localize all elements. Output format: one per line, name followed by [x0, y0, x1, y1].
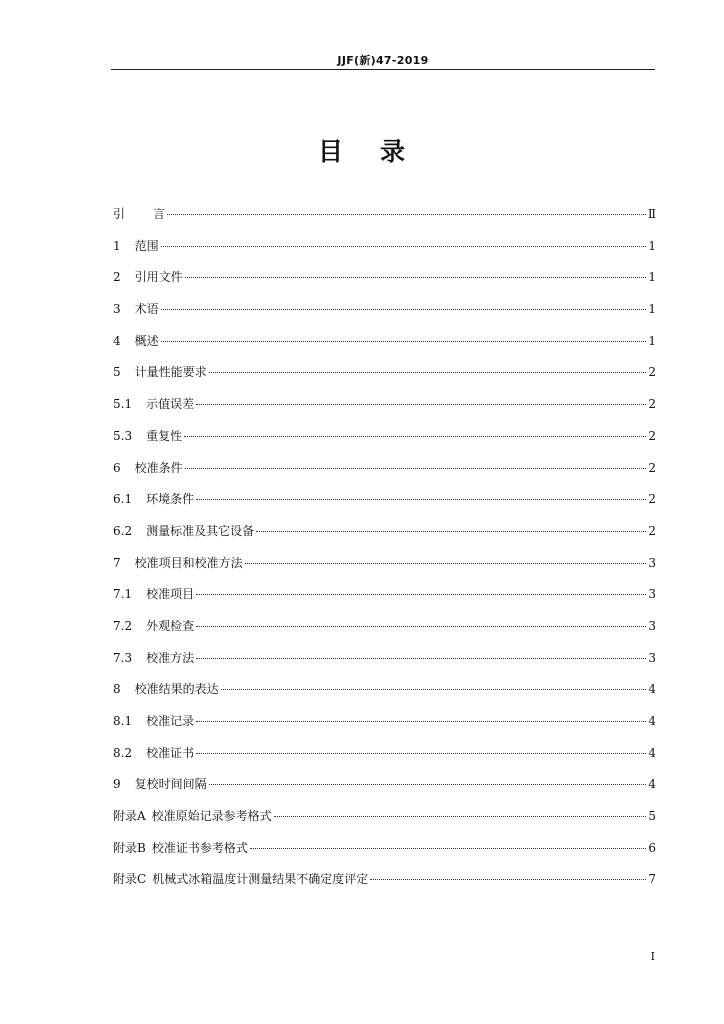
- toc-leader-dots: [185, 277, 646, 278]
- toc-entry-title: 复校时间间隔: [134, 777, 207, 792]
- toc-entry-title: 校准结果的表达: [134, 682, 219, 697]
- toc-leader-dots: [161, 341, 646, 342]
- toc-entry[interactable]: [113, 487, 656, 519]
- toc-entry-number: 1: [113, 238, 121, 253]
- toc-leader-dots: [209, 372, 646, 373]
- toc-entry-title: 引用文件: [134, 270, 183, 285]
- toc-entry-number: 9: [113, 777, 121, 792]
- toc-leader-dots: [196, 753, 646, 754]
- toc-entry-page: 1: [648, 302, 656, 317]
- toc-entry[interactable]: [113, 614, 656, 646]
- toc-entry-title: 校准证书: [146, 745, 195, 760]
- toc-entry-page: 1: [648, 238, 656, 253]
- toc-entry-page: 2: [648, 397, 656, 412]
- toc-entry-title: 环境条件: [146, 492, 195, 507]
- toc-leader-dots: [196, 658, 646, 659]
- toc-entry-number: 5.3: [113, 428, 133, 443]
- toc-entry-title: 机械式冰箱温度计测量结果不确定度评定: [152, 872, 369, 887]
- toc-leader-dots: [274, 816, 646, 817]
- toc-leader-dots: [196, 721, 646, 722]
- toc-entry-title: 校准项目: [146, 587, 195, 602]
- toc-entry[interactable]: [113, 709, 656, 741]
- toc-leader-dots: [196, 499, 646, 500]
- toc-entry-page: 3: [648, 618, 656, 633]
- toc-entry[interactable]: [113, 772, 656, 804]
- toc-entry[interactable]: [113, 297, 656, 329]
- toc-entry-number: 6.2: [113, 523, 133, 538]
- toc-entry[interactable]: [113, 519, 656, 551]
- toc-entry-page: 3: [648, 555, 656, 570]
- toc-entry[interactable]: [113, 836, 656, 868]
- toc-leader-dots: [250, 848, 646, 849]
- toc-entry-number: 7.3: [113, 650, 133, 665]
- toc-entry-number: 8.1: [113, 714, 133, 728]
- toc-entry-number: 附录B: [113, 840, 146, 855]
- toc-entry-title: 概述: [134, 333, 159, 348]
- table-of-contents: [113, 202, 656, 899]
- toc-entry-title: 校准条件: [134, 460, 183, 475]
- toc-entry[interactable]: [113, 360, 656, 392]
- toc-entry-page: Ⅱ: [647, 207, 656, 221]
- toc-entry-page: 7: [648, 872, 656, 887]
- toc-entry-number: 7: [113, 555, 121, 570]
- toc-entry-title: 外观检查: [146, 618, 195, 633]
- toc-entry-number: 7.2: [113, 618, 133, 633]
- toc-entry-page: 4: [648, 777, 656, 792]
- toc-leader-dots: [161, 309, 646, 310]
- toc-entry-page: 2: [648, 492, 656, 507]
- toc-entry[interactable]: [113, 424, 656, 456]
- toc-entry-number: 附录A: [113, 809, 146, 824]
- toc-entry-title: 术语: [134, 302, 159, 317]
- toc-entry-title: 校准方法: [146, 650, 195, 665]
- toc-leader-dots: [196, 404, 646, 405]
- toc-entry[interactable]: [113, 234, 656, 266]
- toc-entry-number: 5: [113, 365, 121, 380]
- toc-leader-dots: [185, 468, 646, 469]
- toc-leader-dots: [184, 436, 646, 437]
- toc-entry-number: 7.1: [113, 587, 133, 602]
- toc-entry[interactable]: [113, 677, 656, 709]
- toc-entry-page: 2: [648, 523, 656, 538]
- page-title: [0, 132, 724, 168]
- toc-leader-dots: [196, 626, 646, 627]
- toc-entry-page: 2: [648, 428, 656, 443]
- toc-entry-page: 1: [648, 333, 656, 348]
- toc-entry[interactable]: [113, 551, 656, 583]
- toc-entry-title: 校准项目和校准方法: [134, 555, 243, 570]
- toc-entry-number: 4: [113, 333, 121, 348]
- toc-entry[interactable]: [113, 867, 656, 899]
- toc-entry[interactable]: [113, 741, 656, 773]
- toc-entry-title: 校准记录: [146, 714, 195, 728]
- toc-entry[interactable]: [113, 329, 656, 361]
- toc-entry-page: 6: [648, 840, 656, 855]
- toc-entry-page: 2: [648, 365, 656, 380]
- toc-leader-dots: [167, 214, 646, 215]
- toc-leader-dots: [245, 563, 646, 564]
- header-divider: [111, 69, 655, 70]
- toc-leader-dots: [161, 246, 646, 247]
- toc-entry[interactable]: [113, 804, 656, 836]
- toc-entry-number: 6.1: [113, 492, 133, 507]
- toc-entry-title: 言: [153, 207, 166, 221]
- page-number: I: [650, 950, 655, 963]
- toc-entry[interactable]: [113, 392, 656, 424]
- toc-entry[interactable]: [113, 202, 656, 234]
- toc-entry-page: 4: [648, 682, 656, 697]
- toc-entry-title: 校准原始记录参考格式: [151, 809, 272, 824]
- toc-entry-title: 示值误差: [146, 397, 195, 412]
- toc-leader-dots: [209, 784, 646, 785]
- toc-entry-title: 重复性: [146, 428, 183, 443]
- toc-entry-title: 测量标准及其它设备: [146, 523, 255, 538]
- toc-entry-page: 3: [648, 587, 656, 602]
- toc-entry-page: 5: [648, 809, 656, 824]
- toc-entry-number: 2: [113, 270, 121, 285]
- toc-entry-number: 8: [113, 682, 121, 697]
- toc-leader-dots: [221, 689, 646, 690]
- toc-entry-title: 校准证书参考格式: [151, 840, 248, 855]
- toc-entry-number: 6: [113, 460, 121, 475]
- toc-entry-number: 8.2: [113, 745, 133, 760]
- toc-entry-number: 3: [113, 302, 121, 317]
- toc-entry-page: 3: [648, 650, 656, 665]
- toc-entry-number: 引: [113, 207, 126, 221]
- toc-entry-page: 1: [648, 270, 656, 285]
- toc-entry-number: 附录C: [113, 872, 147, 887]
- toc-leader-dots: [370, 879, 646, 880]
- toc-entry-page: 4: [648, 714, 656, 728]
- toc-entry-number: 5.1: [113, 397, 133, 412]
- page-title-part-2: 录: [380, 137, 407, 166]
- toc-entry-title: 计量性能要求: [134, 365, 207, 380]
- toc-entry-page: 2: [648, 460, 656, 475]
- toc-entry[interactable]: [113, 582, 656, 614]
- toc-entry-title: 范围: [134, 238, 159, 253]
- toc-entry-page: 4: [648, 745, 656, 760]
- toc-leader-dots: [256, 531, 646, 532]
- toc-leader-dots: [196, 594, 646, 595]
- document-code-header: JJF(新)47-2019: [337, 54, 429, 67]
- toc-entry[interactable]: [113, 646, 656, 678]
- toc-entry[interactable]: [113, 456, 656, 488]
- toc-entry[interactable]: [113, 265, 656, 297]
- page-title-part-1: 目: [317, 137, 344, 166]
